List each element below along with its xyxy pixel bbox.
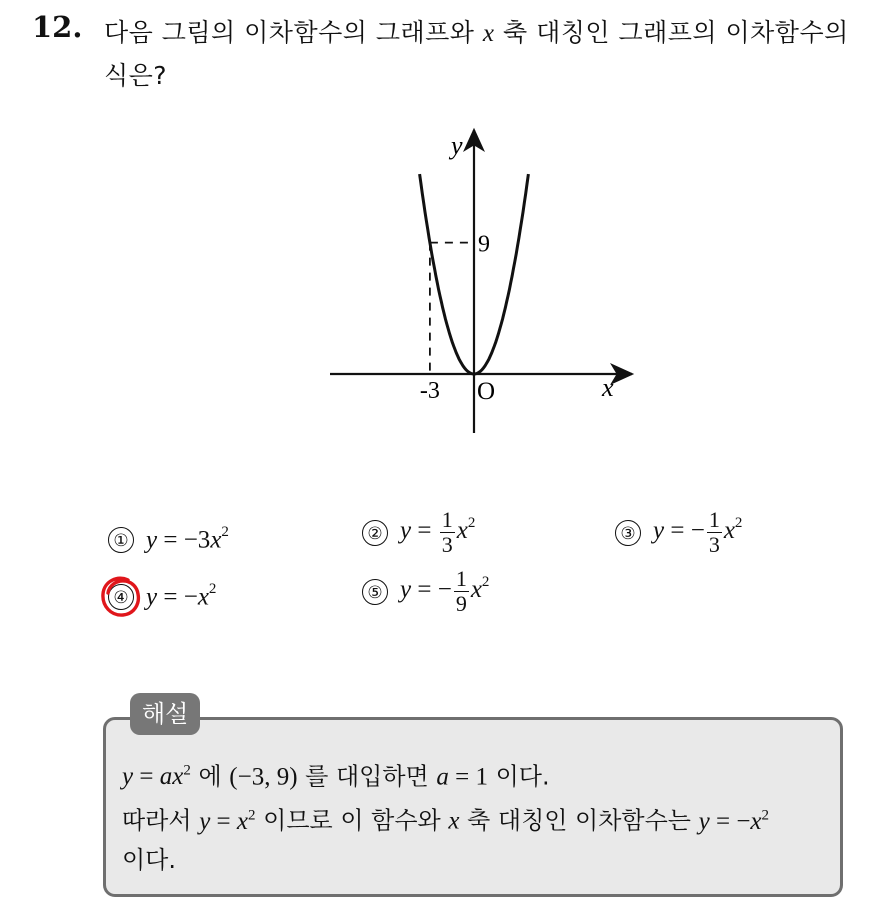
- y-axis-label: y: [451, 131, 463, 160]
- solution-line-2: 따라서 $y = x^2$ 이므로 이 함수와 x 축 대칭인 이차함수는 $y = -x^2$: [122, 806, 770, 835]
- fraction: $\frac{1}{9}$: [455, 566, 467, 616]
- fraction: $\frac{1}{3}$: [441, 507, 453, 557]
- solution-line-3: 이다.: [122, 845, 176, 874]
- origin-label: O: [477, 378, 496, 405]
- choice-1[interactable]: [108, 526, 229, 554]
- choice-5-math: y = − $\frac{1}{9}$ $x^2$: [400, 566, 490, 616]
- solution-text: [122, 752, 822, 879]
- parabola-graph: [320, 120, 640, 440]
- fraction: $\frac{1}{3}$: [708, 507, 720, 557]
- choice-number-1: ①: [108, 527, 134, 553]
- x-axis-label: x: [602, 373, 614, 402]
- solution-tag: 해설: [130, 693, 200, 735]
- question-number: 12.: [32, 10, 83, 44]
- choice-number-3: ③: [615, 520, 641, 546]
- choice-2[interactable]: [362, 508, 475, 557]
- answer-circle-mark: [98, 573, 144, 619]
- choice-number-2: ②: [362, 520, 388, 546]
- solution-line-1: $y = ax^2$ 에 (−3, 9) 를 대입하면 a = 1 이다.: [122, 762, 550, 791]
- choice-number-4: ④: [108, 584, 134, 610]
- choice-3-math: y = − $\frac{1}{3}$ $x^2$: [653, 507, 743, 557]
- choice-number-5: ⑤: [362, 579, 388, 605]
- choice-4-math: $y = -x^2$: [146, 581, 217, 611]
- choice-5[interactable]: [362, 567, 489, 616]
- question-text: 다음 그림의 이차함수의 그래프와 x 축 대칭인 그래프의 이차함수의 식은?: [104, 18, 849, 90]
- choice-3[interactable]: [615, 508, 742, 557]
- choice-1-math: $y = -3x^2$: [146, 524, 229, 554]
- x-tick-label: -3: [419, 378, 440, 404]
- y-tick-label: 9: [478, 231, 490, 258]
- choice-2-math: y = $\frac{1}{3}$ $x^2$: [400, 507, 476, 557]
